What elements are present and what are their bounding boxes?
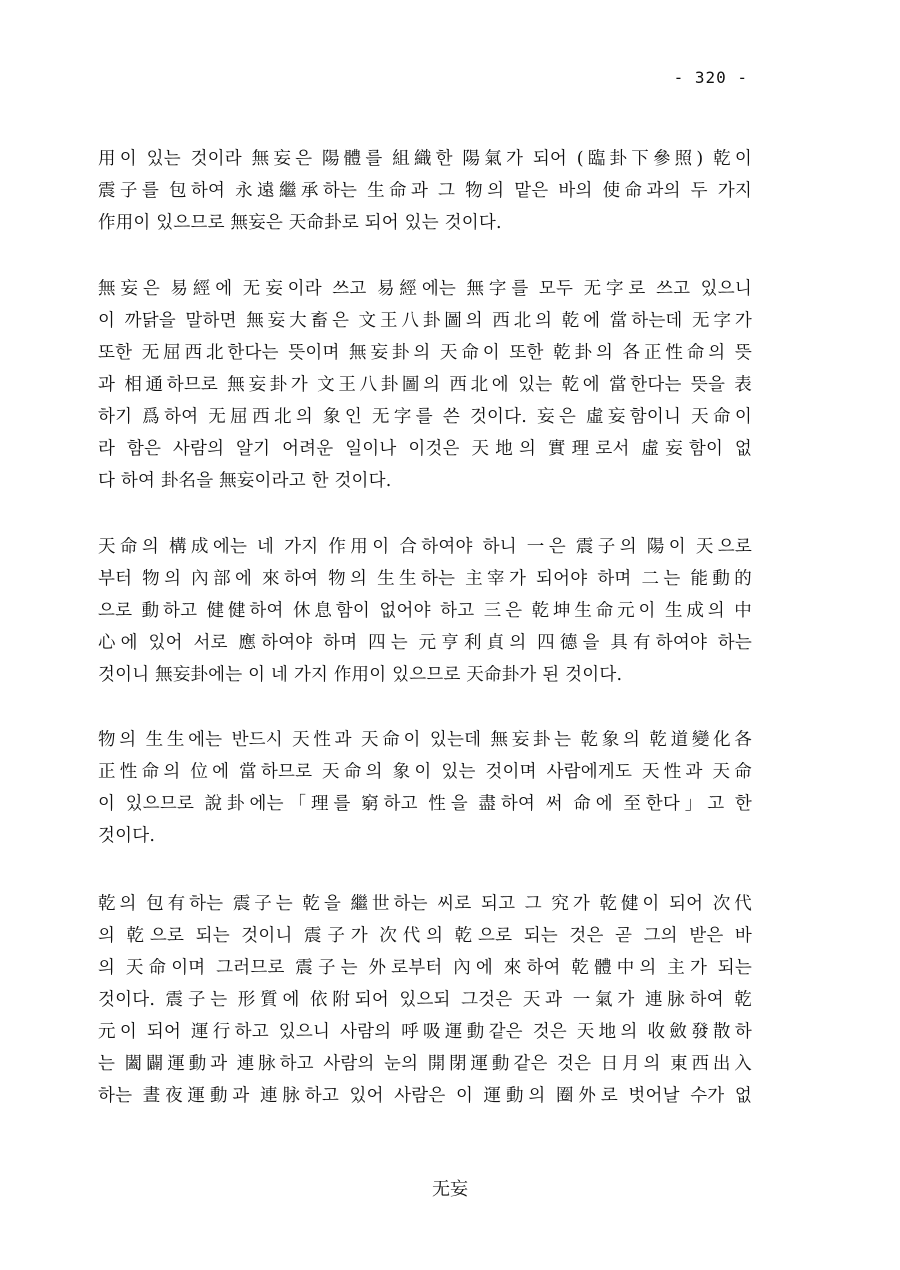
text-line: 하는 晝夜運動과 連脉하고 있어 사람은 이 運動의 圈外로 벗어날 수가 없 — [98, 1086, 752, 1106]
text-line: 는 闔闢運動과 連脉하고 사람의 눈의 開閉運動같은 것은 日月의 東西出入 — [98, 1054, 752, 1074]
text-line: 하기 爲하여 无屈西北의 象인 无字를 쓴 것이다. 妄은 虛妄함이니 天命이 — [98, 407, 752, 427]
text-line: 天命의 構成에는 네 가지 作用이 合하여야 하니 一은 震子의 陽이 天으로 — [98, 537, 752, 557]
paragraph-4 — [98, 724, 752, 852]
text-line: 作用이 있으므로 無妄은 天命卦로 되어 있는 것이다. — [98, 213, 502, 233]
text-line: 正性命의 位에 當하므로 天命의 象이 있는 것이며 사람에게도 天性과 天命 — [98, 762, 752, 782]
text-line: 의 天命이며 그러므로 震子는 外로부터 內에 來하여 乾體中의 主가 되는 — [98, 958, 752, 978]
body-text — [98, 143, 752, 1146]
text-line: 用이 있는 것이라 無妄은 陽體를 組織한 陽氣가 되어 (臨卦下參照) 乾이 — [98, 149, 752, 169]
paragraph-1 — [98, 143, 752, 239]
text-line: 부터 物의 內部에 來하여 物의 生生하는 主宰가 되어야 하며 二는 能動的 — [98, 569, 752, 589]
footer-chapter-title: 无妄 — [432, 1179, 468, 1200]
paragraph-3 — [98, 531, 752, 691]
text-line: 無妄은 易經에 无妄이라 쓰고 易經에는 無字를 모두 无字로 쓰고 있으니 — [98, 279, 752, 299]
text-line: 것이니 無妄卦에는 이 네 가지 作用이 있으므로 天命卦가 된 것이다. — [98, 665, 623, 685]
text-line: 이 까닭을 말하면 無妄大畜은 文王八卦圖의 西北의 乾에 當하는데 无字가 — [98, 311, 752, 331]
paragraph-2 — [98, 273, 752, 497]
text-line: 心에 있어 서로 應하여야 하며 四는 元亨利貞의 四德을 具有하여야 하는 — [98, 633, 752, 653]
text-line: 元이 되어 運行하고 있으니 사람의 呼吸運動같은 것은 天地의 收斂發散하 — [98, 1022, 752, 1042]
text-line: 것이다. — [98, 826, 156, 846]
page-number: - 320 - — [673, 68, 748, 87]
text-line: 으로 動하고 健健하여 休息함이 없어야 하고 三은 乾坤生命元이 生成의 中 — [98, 601, 752, 621]
paragraph-5 — [98, 888, 752, 1112]
text-line: 의 乾으로 되는 것이니 震子가 次代의 乾으로 되는 것은 곧 그의 받은 바 — [98, 926, 752, 946]
text-line: 다 하여 卦名을 無妄이라고 한 것이다. — [98, 471, 392, 491]
text-line: 乾의 包有하는 震子는 乾을 繼世하는 씨로 되고 그 究가 乾健이 되어 次代 — [98, 894, 752, 914]
text-line: 과 相通하므로 無妄卦가 文王八卦圖의 西北에 있는 乾에 當한다는 뜻을 表 — [98, 375, 752, 395]
text-line: 이 있으므로 說卦에는「理를 窮하고 性을 盡하여 써 命에 至한다」고 한 — [98, 794, 752, 814]
text-line: 震子를 包하여 永遠繼承하는 生命과 그 物의 맡은 바의 使命과의 두 가지 — [98, 181, 752, 201]
text-line: 物의 生生에는 반드시 天性과 天命이 있는데 無妄卦는 乾象의 乾道變化各 — [98, 730, 752, 750]
text-line: 또한 无屈西北한다는 뜻이며 無妄卦의 天命이 또한 乾卦의 各正性命의 뜻 — [98, 343, 752, 363]
text-line: 것이다. 震子는 形質에 依附되어 있으되 그것은 天과 一氣가 連脉하여 乾 — [98, 990, 752, 1010]
text-line: 라 함은 사람의 알기 어려운 일이나 이것은 天地의 實理로서 虛妄함이 없 — [98, 439, 752, 459]
